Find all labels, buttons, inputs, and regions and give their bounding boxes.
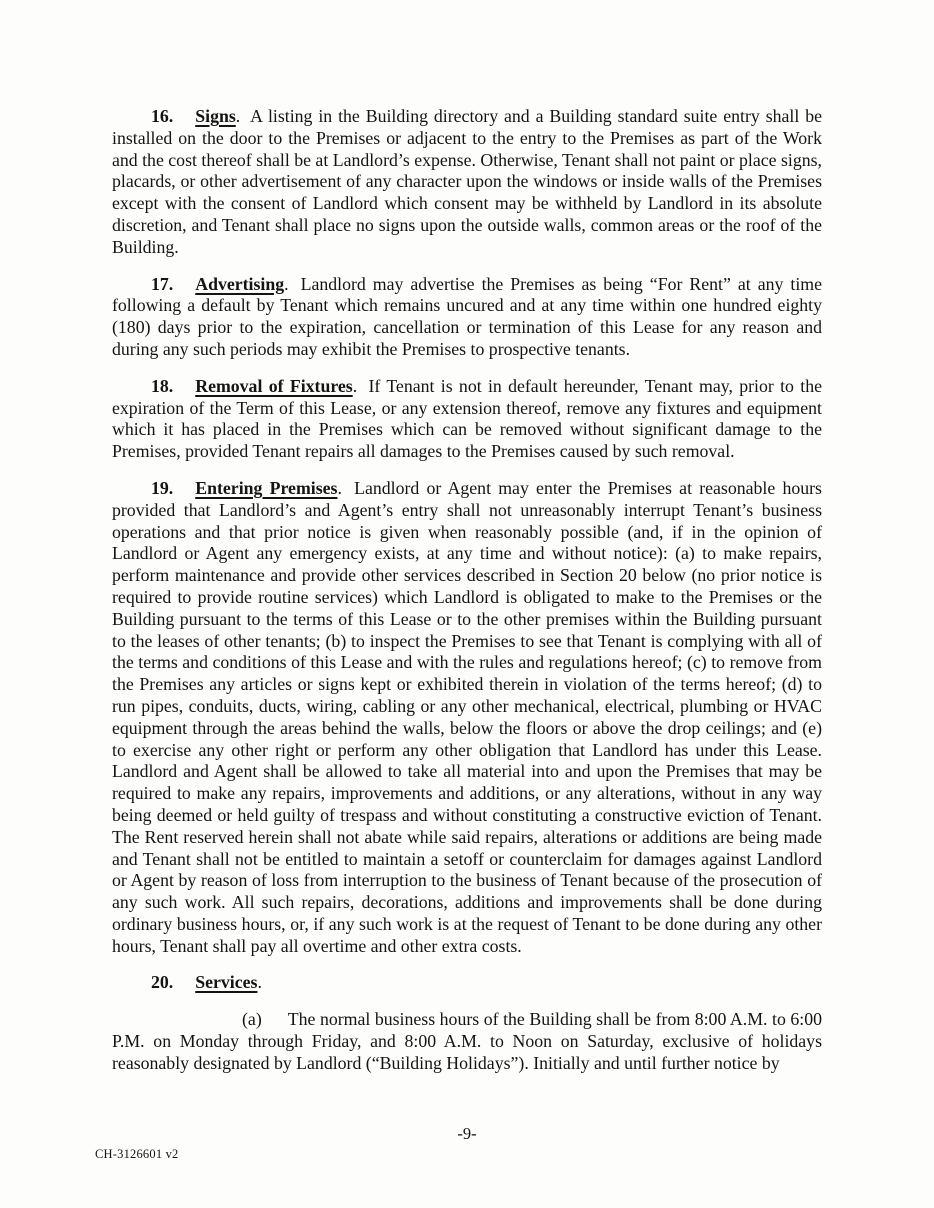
subsection-20a bbox=[112, 1009, 822, 1074]
section-17-number: 17. bbox=[151, 273, 174, 294]
section-20-heading: Services bbox=[195, 972, 258, 993]
section-16-heading: Signs bbox=[195, 106, 236, 126]
section-19-number: 19. bbox=[151, 477, 174, 498]
section-17-advertising bbox=[112, 274, 822, 361]
section-18-heading: Removal of Fixtures bbox=[195, 375, 353, 396]
section-20-services bbox=[112, 972, 822, 994]
section-18-body: If Tenant is not in default hereunder, Tenant may, prior to the expiration of the Term of this Lease, or any extension thereof, remove any fixtures and equipment which it has placed in the Premises which can be removed without significant damage to the Premises, provided Tenant repairs all damages to the Premises caused by such removal. bbox=[112, 375, 822, 462]
section-18-removal-of-fixtures bbox=[112, 376, 822, 463]
section-16-body: A listing in the Building directory and a Building standard suite entry shall be installed on the door to the Premises or adjacent to the entry to the Premises as part of the Work and the cost thereof shall be at Landlord’s expense. Otherwise, Tenant shall not paint or place signs, placards, or other advertisement of any character upon the windows or inside walls of the Premises except with the consent of Landlord which consent may be withheld by Landlord in its absolute discretion, and Tenant shall place no signs upon the outside walls, common areas or the roof of the Building. bbox=[112, 106, 822, 257]
heading-period: . bbox=[337, 477, 342, 498]
heading-period: . bbox=[352, 375, 358, 396]
document-reference: CH-3126601 v2 bbox=[95, 1147, 179, 1161]
section-17-heading: Advertising bbox=[195, 273, 285, 294]
heading-period: . bbox=[257, 972, 262, 993]
subsection-20a-body: The normal business hours of the Building shall be from 8:00 A.M. to 6:00 P.M. on Monday through Friday, and 8:00 A.M. to Noon on Saturday, exclusive of holidays reasonably designated by Landlord (“Building Holidays”). Initially and until further notice by bbox=[112, 1009, 822, 1073]
section-19-body: Landlord or Agent may enter the Premises at reasonable hours provided that Landlord’s and Agent’s entry shall not unreasonably interrupt Tenant’s business operations and that prior notice is given when reasonably possible (and, if in the opinion of Landlord or Agent any emergency exists, at any time and without notice): (a) to make repairs, perform maintenance and provide other services described in Section 20 below (no prior notice is required to provide routine services) which Landlord is obligated to make to the Premises or the Building pursuant to the terms of this Lease or to the other premises within the Building pursuant to the leases of other tenants; (b) to inspect the Premises to see that Tenant is complying with all of the terms and conditions of this Lease and with the rules and regulations hereof; (c) to remove from the Premises any articles or signs kept or exhibited therein in violation of the terms hereof; (d) to run pipes, conduits, ducts, wiring, cabling or any other mechanical, electrical, plumbing or HVAC equipment through the areas behind the walls, below the floors or above the drop ceilings; and (e) to exercise any other right or perform any other obligation that Landlord has under this Lease. Landlord and Agent shall be allowed to take all material into and upon the Premises that may be required to make any repairs, improvements and additions, or any alterations, without in any way being deemed or held guilty of trespass and without constituting a constructive eviction of Tenant. The Rent reserved herein shall not abate while said repairs, alterations or additions are being made and Tenant shall not be entitled to maintain a setoff or counterclaim for damages against Landlord or Agent by reason of loss from interruption to the business of Tenant because of the prosecution of any such work. All such repairs, decorations, additions and improvements shall be done during ordinary business hours, or, if any such work is at the request of Tenant to be done during any other hours, Tenant shall pay all overtime and other extra costs. bbox=[112, 477, 822, 956]
page-number: -9- bbox=[457, 1124, 477, 1143]
subsection-20a-label: (a) bbox=[242, 1009, 262, 1030]
section-17-body: Landlord may advertise the Premises as being “For Rent” at any time following a default by Tenant which remains uncured and at any time within one hundred eighty (180) days prior to the expiration, cancellation or termination of this Lease for any reason and during any such periods may exhibit the Premises to prospective tenants. bbox=[112, 273, 822, 359]
section-16-signs bbox=[112, 106, 822, 259]
section-19-entering-premises bbox=[112, 478, 822, 958]
section-18-number: 18. bbox=[151, 375, 174, 396]
section-20-number: 20. bbox=[151, 972, 174, 993]
page-content bbox=[112, 106, 822, 1075]
heading-period: . bbox=[235, 106, 241, 126]
heading-period: . bbox=[284, 273, 289, 294]
section-19-heading: Entering Premises bbox=[195, 477, 338, 498]
section-16-number: 16. bbox=[151, 106, 174, 126]
